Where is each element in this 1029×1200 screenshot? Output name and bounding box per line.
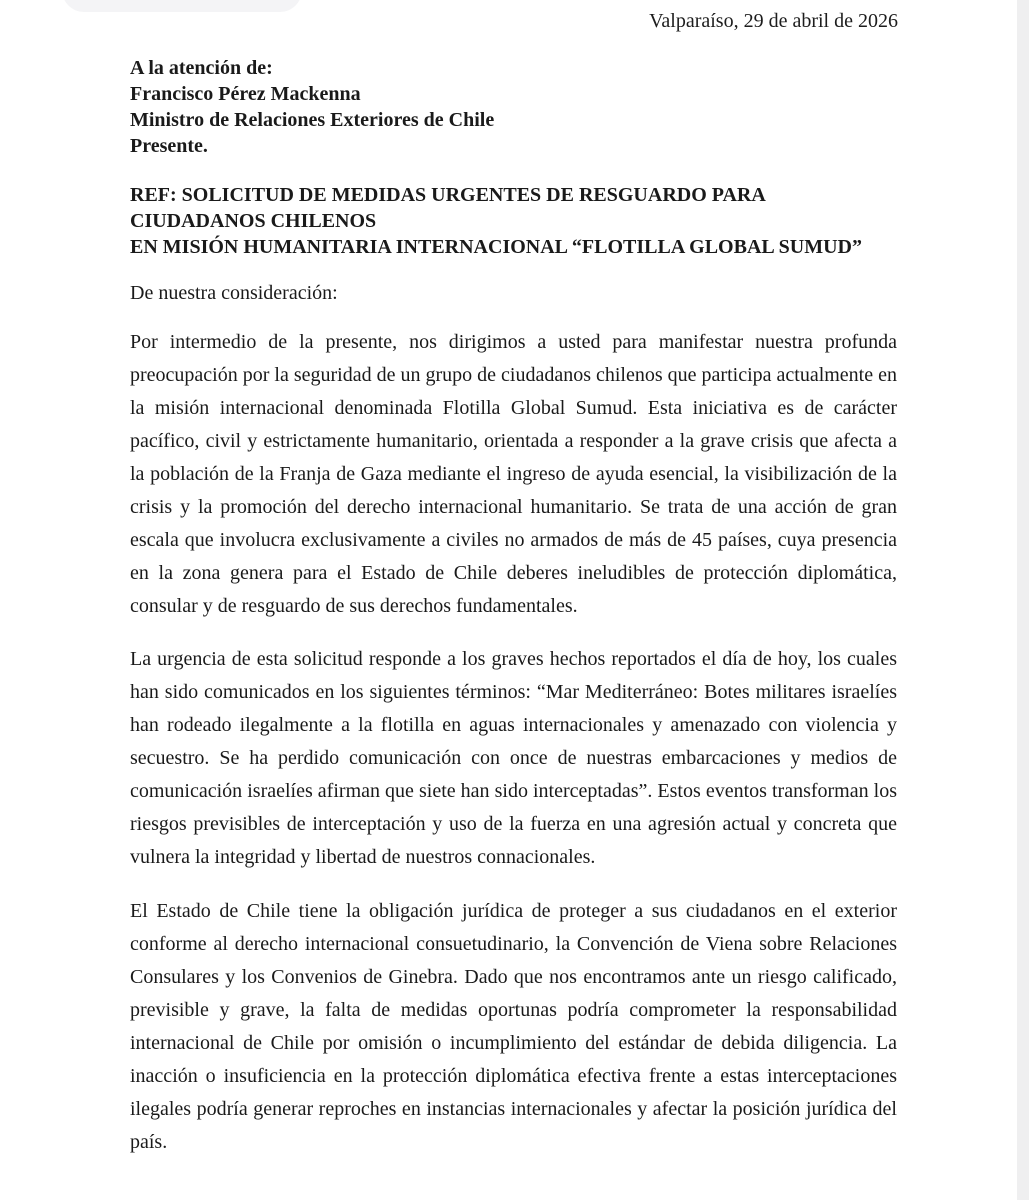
letter-date: Valparaíso, 29 de abril de 2026 — [649, 10, 898, 32]
addressee-title: Ministro de Relaciones Exteriores de Chile — [130, 109, 495, 131]
addressee-presente: Presente. — [130, 135, 208, 157]
reference-line — [130, 182, 897, 260]
body-paragraph-2: La urgencia de esta solicitud responde a los graves hechos reportados el día de hoy, los cuales han sido comunicados en los siguientes términos: “Mar Mediterráneo: Botes militares israelíes han rodeado ilegalmente a la flotilla en aguas internacionales y amenazado con violencia y secuestro. Se ha perdido comunicación con once de nuestras embarcaciones y medios de comunicación israelíes afirman que siete han sido interceptadas”. Estos eventos transforman los riesgos previsibles de interceptación y uso de la fuerza en una agresión actual y concreta que vulnera la integridad y libertad de nuestros connacionales. — [130, 648, 897, 868]
addressee-block — [130, 55, 897, 159]
reference-line-2: EN MISIÓN HUMANITARIA INTERNACIONAL “FLOTILLA GLOBAL SUMUD” — [130, 236, 862, 258]
body-paragraph-3: El Estado de Chile tiene la obligación jurídica de proteger a sus ciudadanos en el exterior conforme al derecho internacional consuetudinario, la Convención de Viena sobre Relaciones Consulares y los Convenios de Ginebra. Dado que nos encontramos ante un riesgo calificado, previsible y grave, la falta de medidas oportunas podría comprometer la responsabilidad internacional de Chile por omisión o incumplimiento del estándar de debida diligencia. La inacción o insuficiencia en la protección diplomática efectiva frente a estas interceptaciones ilegales podría generar reproches en instancias internacionales y afectar la posición jurídica del país. — [130, 900, 897, 1153]
salutation: De nuestra consideración: — [130, 282, 338, 304]
addressee-name: Francisco Pérez Mackenna — [130, 83, 361, 105]
addressee-attention: A la atención de: — [130, 57, 273, 79]
overlay-tab — [62, 0, 302, 12]
letter-body — [130, 55, 897, 1159]
reference-line-1: REF: SOLICITUD DE MEDIDAS URGENTES DE RESGUARDO PARA CIUDADANOS CHILENOS — [130, 184, 765, 232]
body-paragraph-1: Por intermedio de la presente, nos dirigimos a usted para manifestar nuestra profunda preocupación por la seguridad de un grupo de ciudadanos chilenos que participa actualmente en la misión internacional denominada Flotilla Global Sumud. Esta iniciativa es de carácter pacífico, civil y estrictamente humanitario, orientada a responder a la grave crisis que afecta a la población de la Franja de Gaza mediante el ingreso de ayuda esencial, la visibilización de la crisis y la promoción del derecho internacional humanitario. Se trata de una acción de gran escala que involucra exclusivamente a civiles no armados de más de 45 países, cuya presencia en la zona genera para el Estado de Chile deberes ineludibles de protección diplomática, consular y de resguardo de sus derechos fundamentales. — [130, 331, 897, 617]
